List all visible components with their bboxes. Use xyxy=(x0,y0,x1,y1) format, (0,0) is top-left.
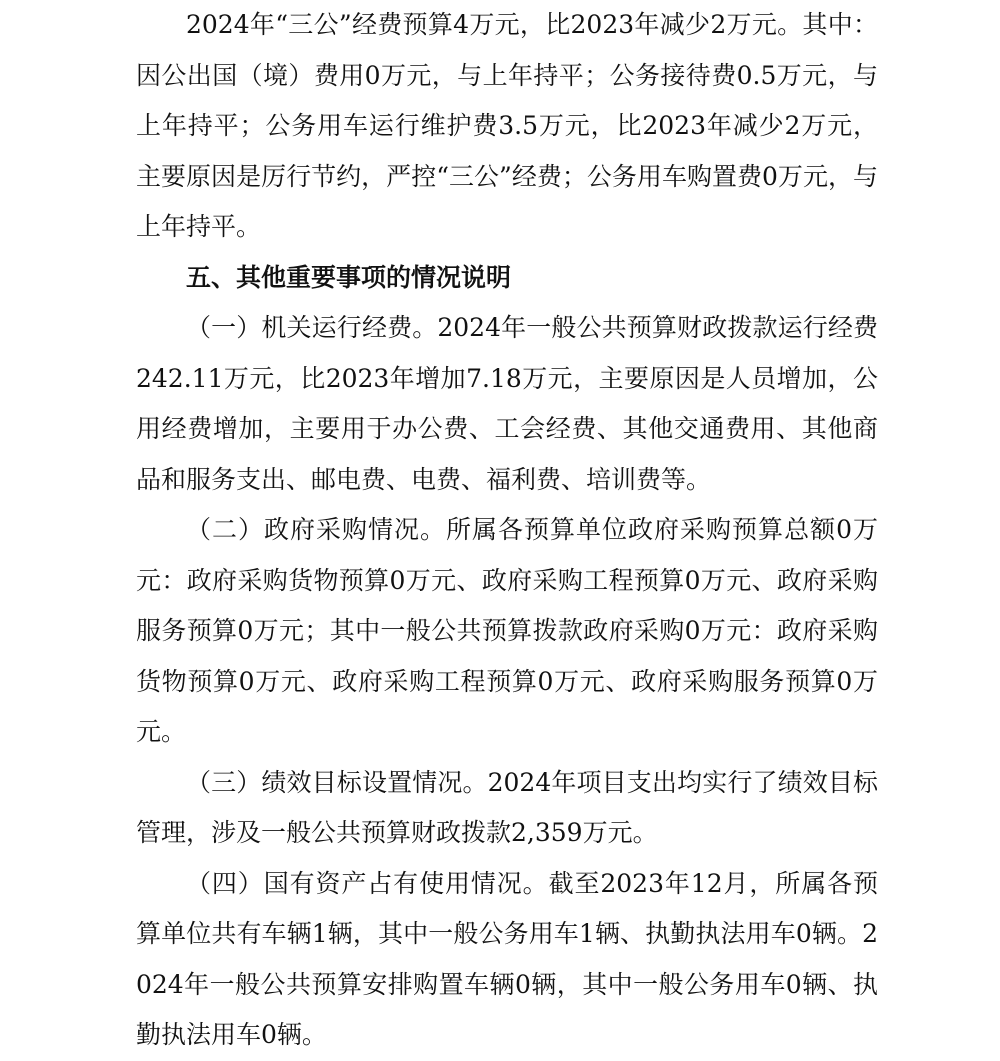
paragraph-body-performance-targets: 2024年项目支出均实行了绩效目标管理，涉及一般公共预算财政拨款2,359万元。 xyxy=(136,767,878,847)
document-body xyxy=(136,0,878,1061)
paragraph-body-government-procurement: 所属各预算单位政府采购预算总额0万元：政府采购货物预算0万元、政府采购工程预算0万元、政府采购服务预算0万元；其中一般公共预算拨款政府采购0万元：政府采购货物预算0万元、政府采购工程预算0万元、政府采购服务预算0万元。 xyxy=(136,515,878,746)
paragraph-government-procurement xyxy=(136,505,878,758)
section-heading-other-matters: 五、其他重要事项的情况说明 xyxy=(186,262,512,292)
paragraph-lead-government-procurement: （二）政府采购情况。 xyxy=(186,515,447,544)
paragraph-state-assets xyxy=(136,859,878,1061)
paragraph-three-public-expenses: 2024年“三公”经费预算4万元，比2023年减少2万元。其中：因公出国（境）费用0万元，与上年持平；公务接待费0.5万元，与上年持平；公务用车运行维护费3.5万元，比2023年减少2万元，主要原因是厉行节约，严控“三公”经费；公务用车购置费0万元，与上年持平。 xyxy=(136,10,878,241)
paragraph-lead-operating-expenses: （一）机关运行经费。 xyxy=(186,313,438,342)
paragraph-body-operating-expenses: 2024年一般公共预算财政拨款运行经费242.11万元，比2023年增加7.18万元，主要原因是人员增加，公用经费增加，主要用于办公费、工会经费、其他交通费用、其他商品和服务支出、邮电费、电费、福利费、培训费等。 xyxy=(136,313,878,494)
paragraph-lead-state-assets: （四）国有资产占有使用情况。 xyxy=(186,868,549,898)
paragraph-performance-targets xyxy=(136,758,878,859)
paragraph-body-state-assets: 截至2023年12月，所属各预算单位共有车辆1辆，其中一般公务用车1辆、执勤执法用车0辆。2024年一般公共预算安排购置车辆0辆，其中一般公务用车0辆、执勤执法用车0辆。 xyxy=(136,868,878,1049)
paragraph-operating-expenses xyxy=(136,303,878,505)
paragraph-lead-performance-targets: （三）绩效目标设置情况。 xyxy=(186,767,488,797)
